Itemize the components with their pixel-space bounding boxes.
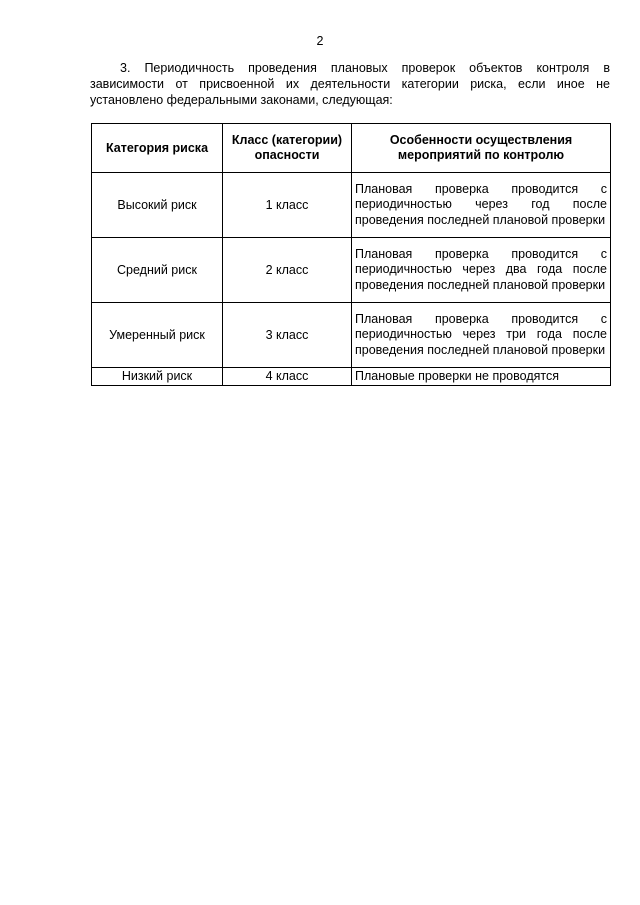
- risk-category-cell: Средний риск: [92, 238, 223, 303]
- hazard-class-cell: 4 класс: [223, 368, 352, 386]
- control-features-cell: Плановая проверка проводится с периодичностью через год после проведения последней плановой проверки: [352, 173, 611, 238]
- page-number: 2: [316, 34, 324, 48]
- hazard-class-cell: 2 класс: [223, 238, 352, 303]
- table-row: [92, 303, 611, 368]
- risk-category-cell: Умеренный риск: [92, 303, 223, 368]
- header-control-features: Особенности осуществления мероприятий по контролю: [352, 124, 611, 173]
- risk-category-table: [91, 123, 611, 386]
- table-header-row: [92, 124, 611, 173]
- risk-category-cell: Высокий риск: [92, 173, 223, 238]
- intro-paragraph: 3. Периодичность проведения плановых проверок объектов контроля в зависимости от присвоенной их деятельности категории риска, если иное не установлено федеральными законами, следующая:: [90, 61, 610, 107]
- header-hazard-class: Класс (категории) опасности: [223, 124, 352, 173]
- control-features-cell: Плановые проверки не проводятся: [352, 368, 611, 386]
- table-row: [92, 173, 611, 238]
- control-features-cell: Плановая проверка проводится с периодичностью через три года после проведения последней плановой проверки: [352, 303, 611, 368]
- control-features-cell: Плановая проверка проводится с периодичностью через два года после проведения последней плановой проверки: [352, 238, 611, 303]
- hazard-class-cell: 3 класс: [223, 303, 352, 368]
- risk-category-cell: Низкий риск: [92, 368, 223, 386]
- hazard-class-cell: 1 класс: [223, 173, 352, 238]
- table-row: [92, 368, 611, 386]
- header-risk-category: Категория риска: [92, 124, 223, 173]
- table-row: [92, 238, 611, 303]
